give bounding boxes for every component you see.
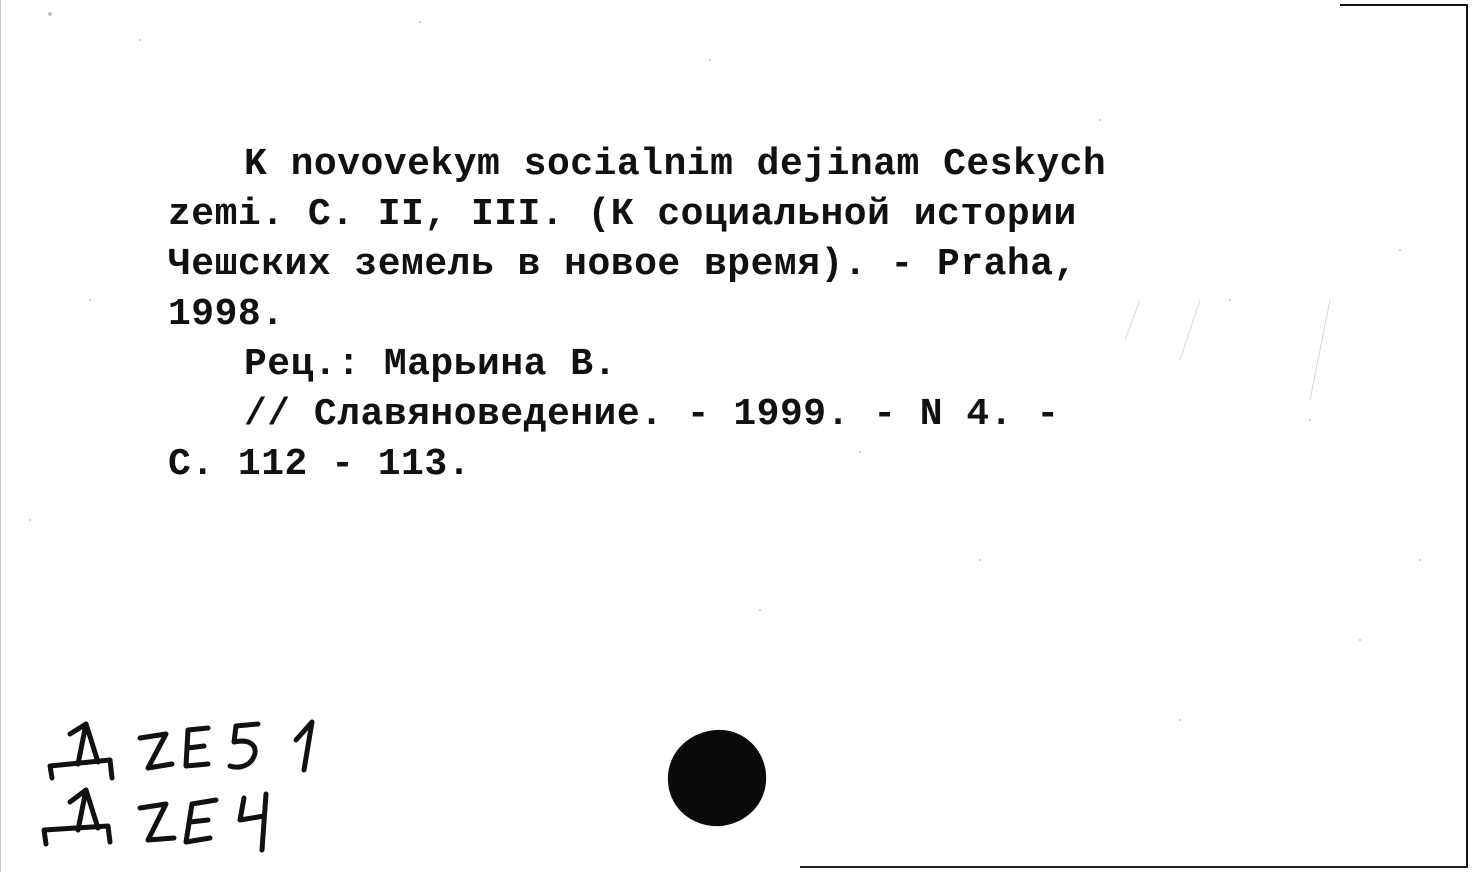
pages-line: С. 112 - 113.	[168, 443, 471, 486]
review-line: Рец.: Марьина В.	[244, 343, 617, 386]
entry-line-2: zemi. C. II, III. (К социальной истории	[168, 193, 1077, 236]
handwritten-shelfmark	[40, 712, 360, 862]
ink-blot	[662, 726, 772, 830]
card-edge-bottom	[800, 866, 1468, 868]
source-line: // Славяноведение. - 1999. - N 4. -	[244, 393, 1060, 436]
bibliographic-entry	[168, 140, 1208, 490]
entry-line-3: Чешских земель в новое время). - Praha,	[168, 243, 1077, 286]
entry-line-1: K novovekym socialnim dejinam Ceskych	[244, 143, 1107, 186]
card-edge-right	[1466, 4, 1468, 868]
card-edge-top	[1340, 4, 1468, 6]
entry-line-4: 1998.	[168, 293, 285, 336]
card-edge-left	[0, 0, 1, 872]
